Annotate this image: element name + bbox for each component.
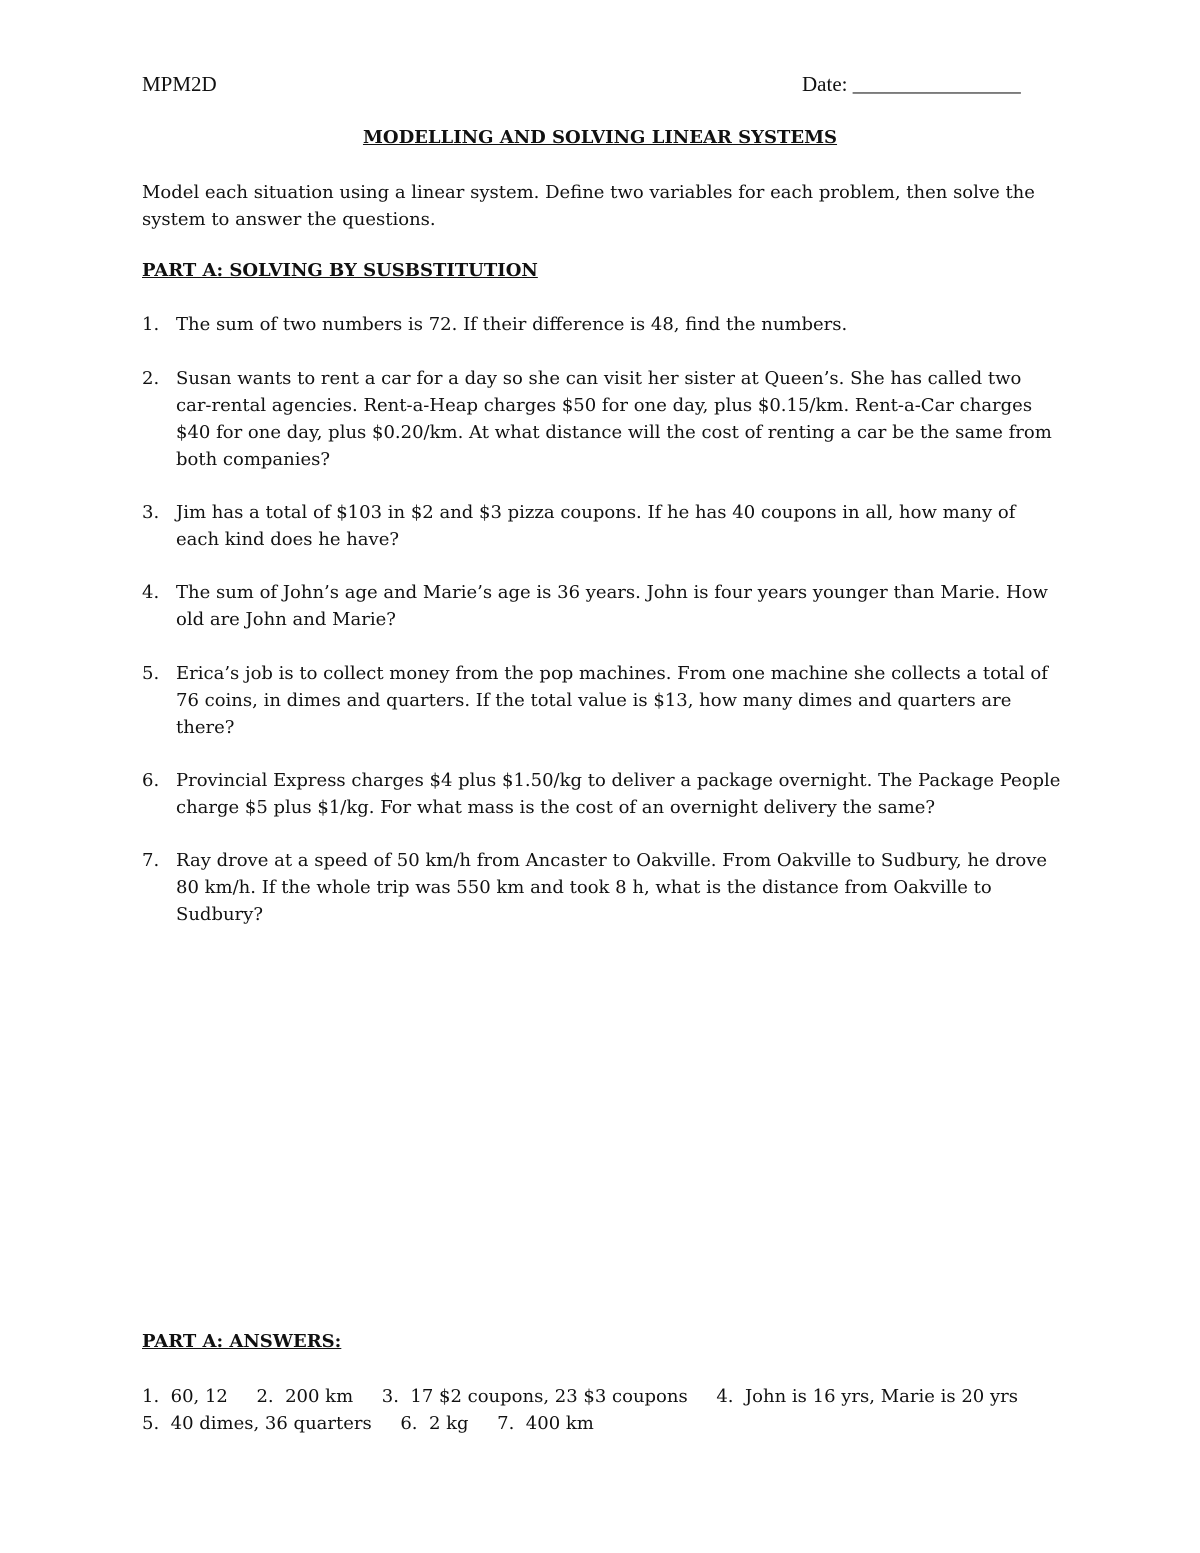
problem-text: Jim has a total of $103 in $2 and $3 pizza coupons. If he has 40 coupons in all, how many of each kind does he have?	[176, 502, 1016, 550]
problem-number: 6.	[142, 770, 160, 791]
problem-text: Erica’s job is to collect money from the pop machines. From one machine she collects a total of 76 coins, in dimes and quarters. If the total value is $13, how many dimes and quarters are there?	[176, 663, 1048, 738]
problem-4	[142, 579, 1062, 633]
problem-number: 3.	[142, 502, 160, 523]
problem-2	[142, 365, 1062, 473]
problem-7	[142, 847, 1062, 928]
problem-text: The sum of John’s age and Marie’s age is 36 years. John is four years younger than Marie. How old are John and Marie?	[176, 582, 1048, 630]
problem-text: The sum of two numbers is 72. If their difference is 48, find the numbers.	[176, 314, 848, 335]
problem-5	[142, 660, 1062, 741]
date-field: Date: ________________	[802, 72, 1021, 96]
instructions: Model each situation using a linear system. Define two variables for each problem, then solve the system to answer the questions.	[142, 182, 1035, 230]
answers-heading: PART A: ANSWERS:	[142, 1331, 342, 1352]
answers-line-1: 1. 60, 12 2. 200 km 3. 17 $2 coupons, 23 $3 coupons 4. John is 16 yrs, Marie is 20 yrs	[142, 1386, 1018, 1407]
problem-6	[142, 767, 1062, 821]
problem-text: Ray drove at a speed of 50 km/h from Ancaster to Oakville. From Oakville to Sudbury, he drove 80 km/h. If the whole trip was 550 km and took 8 h, what is the distance from Oakville to Sudbury?	[176, 850, 1048, 925]
course-code: MPM2D	[142, 72, 217, 96]
part-a-heading: PART A: SOLVING BY SUSBSTITUTION	[142, 260, 538, 281]
problem-text: Provincial Express charges $4 plus $1.50/kg to deliver a package overnight. The Package People charge $5 plus $1/kg. For what mass is the cost of an overnight delivery the same?	[176, 770, 1061, 818]
problem-number: 7.	[142, 850, 160, 871]
answers-line-2: 5. 40 dimes, 36 quarters 6. 2 kg 7. 400 km	[142, 1413, 594, 1434]
problem-1	[142, 311, 1062, 338]
problem-number: 4.	[142, 582, 160, 603]
answers-block	[142, 1383, 1102, 1437]
page-title: MODELLING AND SOLVING LINEAR SYSTEMS	[362, 127, 838, 148]
problem-3	[142, 499, 1062, 553]
problem-text: Susan wants to rent a car for a day so she can visit her sister at Queen’s. She has called two car-rental agencies. Rent-a-Heap charges $50 for one day, plus $0.15/km. Rent-a-Car charges $40 for one day, plus $0.20/km. At what distance will the cost of renting a car be the same from both companies?	[176, 368, 1052, 470]
problem-number: 1.	[142, 314, 160, 335]
problem-number: 2.	[142, 368, 160, 389]
problem-number: 5.	[142, 663, 160, 684]
